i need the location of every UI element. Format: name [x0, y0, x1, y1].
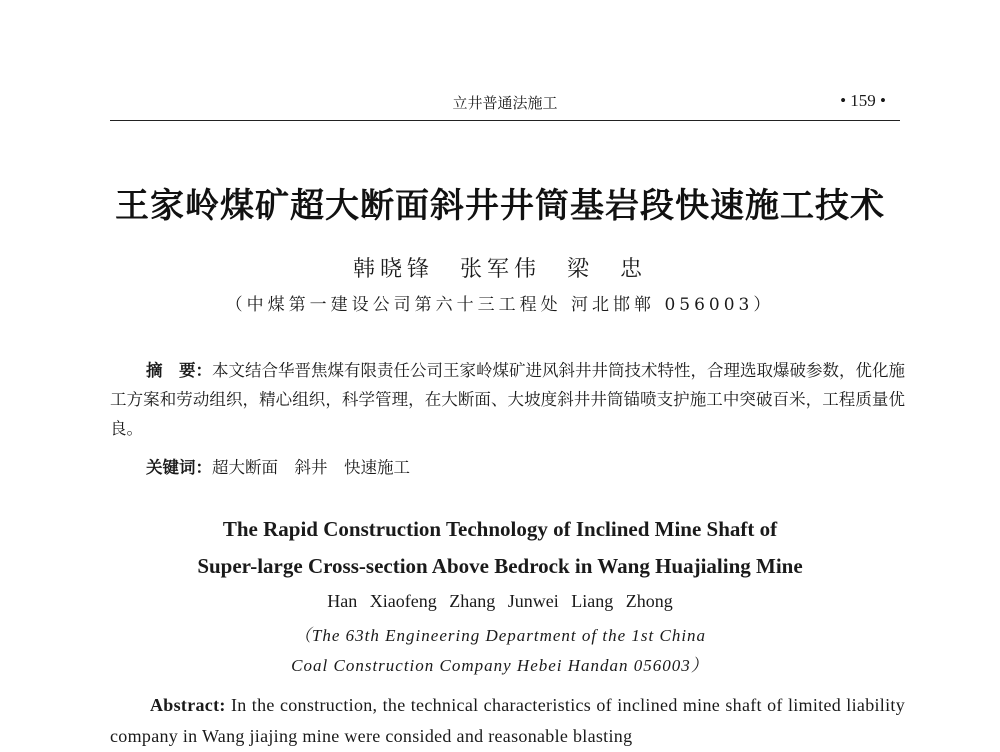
paper-title-english-line2: Super-large Cross-section Above Bedrock in Wang Huajialing Mine: [197, 554, 803, 578]
abstract-label-english: Abstract:: [150, 695, 226, 715]
authors-english: Han Xiaofeng Zhang Junwei Liang Zhong: [327, 591, 673, 611]
running-title: 立井普通法施工: [452, 94, 558, 112]
authors-chinese: 韩晓锋 张军伟 梁 忠: [353, 257, 647, 282]
abstract-chinese: [110, 356, 905, 443]
affiliation-chinese: （中煤第一建设公司第六十三工程处 河北邯郸 056003）: [225, 295, 775, 315]
affiliation-english-line1: （The 63th Engineering Department of the 1st China: [293, 626, 707, 645]
abstract-label-chinese: 摘 要：: [146, 361, 212, 380]
keywords-label-chinese: 关键词：: [146, 458, 212, 477]
keywords-chinese: [110, 453, 941, 482]
abstract-text-english: In the construction, the technical characteristics of inclined mine shaft of limited liability company in Wang jiajing mine were consided and reasonable blasting: [110, 695, 905, 746]
affiliation-english-line2: Coal Construction Company Hebei Handan 056003）: [291, 656, 709, 675]
abstract-text-chinese: 本文结合华晋焦煤有限责任公司王家岭煤矿进风斜井井筒技术特性，合理选取爆破参数，优化施工方案和劳动组织，精心组织，科学管理，在大断面、大坡度斜井井筒锚喷支护施工中突破百米，工程质量优良。: [110, 361, 905, 438]
running-header: [110, 84, 900, 121]
abstract-english: [110, 690, 905, 752]
page-number: • 159 •: [840, 91, 886, 110]
paper-title-chinese: 王家岭煤矿超大断面斜井井筒基岩段快速施工技术: [115, 186, 885, 226]
paper-title-english-line1: The Rapid Construction Technology of Inclined Mine Shaft of: [222, 517, 778, 541]
keywords-text-chinese: 超大断面 斜井 快速施工: [212, 458, 410, 477]
